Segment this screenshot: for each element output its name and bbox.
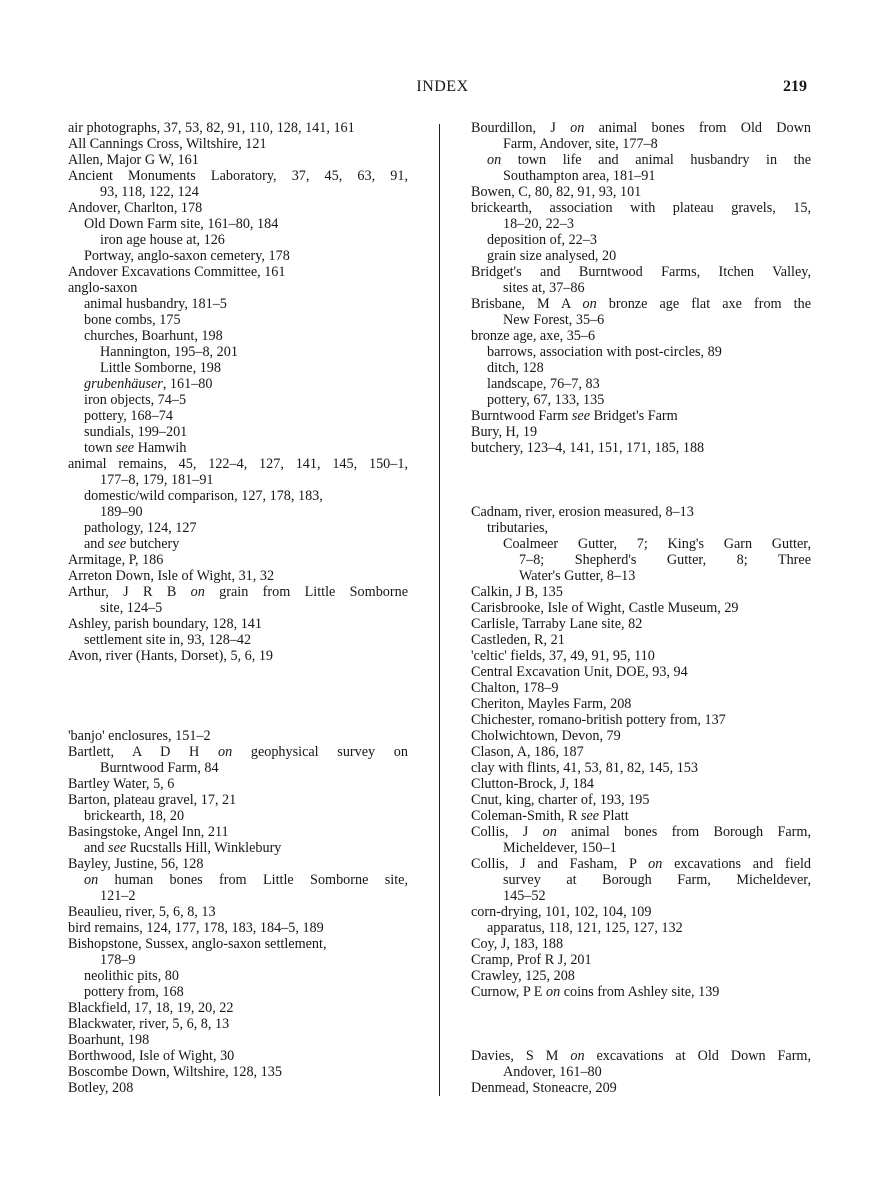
index-text: on (542, 824, 557, 840)
index-subentry (68, 216, 408, 232)
index-subentry (471, 136, 811, 152)
index-entry (471, 744, 811, 760)
index-subentry (471, 920, 811, 936)
index-text: on (84, 872, 99, 888)
index-subentry (471, 344, 811, 360)
index-text: Micheldever, 150–1 (503, 840, 617, 856)
index-text: Borthwood, Isle of Wight, 30 (68, 1048, 235, 1064)
index-subentry (471, 216, 811, 232)
index-text: Central Excavation Unit, DOE, 93, 94 (471, 664, 688, 680)
index-entry (471, 424, 811, 440)
index-text: clay with flints, 41, 53, 81, 82, 145, 153 (471, 760, 698, 776)
index-text: Rucstalls Hill, Winklebury (126, 840, 282, 856)
index-text: Andover, 161–80 (503, 1064, 602, 1080)
index-entry (471, 584, 811, 600)
index-subentry (471, 248, 811, 264)
index-text: Boarhunt, 198 (68, 1032, 150, 1048)
index-text: Burntwood Farm (471, 408, 572, 424)
column-divider (439, 124, 440, 1096)
index-text: Andover Excavations Committee, 161 (68, 264, 286, 280)
index-text: Carisbrooke, Isle of Wight, Castle Museum, 29 (471, 600, 739, 616)
index-entry (68, 792, 408, 808)
index-text: apparatus, 118, 121, 125, 127, 132 (487, 920, 683, 936)
index-text: excavations and field (662, 856, 811, 872)
index-text: Collis, J and Fasham, P (471, 856, 649, 872)
index-entry (68, 728, 408, 744)
index-text: Ancient Monuments Laboratory, 37, 45, 63, 91, (68, 168, 408, 184)
index-text: 7–8; Shepherd's Gutter, 8; Three (519, 552, 811, 568)
index-text: anglo-saxon (68, 280, 138, 296)
index-entry (68, 552, 408, 568)
index-text: iron age house at, 126 (100, 232, 225, 248)
index-text: Ashley, parish boundary, 128, 141 (68, 616, 262, 632)
index-entry (68, 152, 408, 168)
index-subentry (68, 392, 408, 408)
index-text: Portway, anglo-saxon cemetery, 178 (84, 248, 290, 264)
index-text: Burntwood Farm, 84 (100, 760, 219, 776)
index-subentry (68, 536, 408, 552)
index-text: coins from Ashley site, 139 (560, 984, 720, 1000)
running-header-title: INDEX (416, 78, 469, 95)
index-entry (471, 664, 811, 680)
index-text: animal bones from Borough Farm, (556, 824, 811, 840)
index-text: 189–90 (100, 504, 143, 520)
index-text: see (580, 808, 600, 824)
index-text: Bridget's Farm (590, 408, 678, 424)
index-entry (68, 936, 408, 952)
index-entry (68, 568, 408, 584)
index-entry (471, 1048, 811, 1064)
index-entry (68, 280, 408, 296)
index-entry (471, 968, 811, 984)
index-text: Clason, A, 186, 187 (471, 744, 584, 760)
index-text: Bartlett, A D H (68, 744, 218, 760)
index-text: Old Down Farm site, 161–80, 184 (84, 216, 279, 232)
index-text: tributaries, (487, 520, 549, 536)
index-blank-line (68, 664, 408, 680)
index-entry (68, 744, 408, 760)
index-blank-line (68, 680, 408, 696)
index-entry (68, 456, 408, 472)
index-blank-line (471, 1032, 811, 1048)
index-text: Crawley, 125, 208 (471, 968, 575, 984)
index-entry (471, 616, 811, 632)
index-entry (471, 728, 811, 744)
index-text: ditch, 128 (487, 360, 544, 376)
index-blank-line (471, 1000, 811, 1016)
index-text: Castleden, R, 21 (471, 632, 565, 648)
index-text: see (115, 440, 135, 456)
index-entry (68, 136, 408, 152)
index-text: Cholwichtown, Devon, 79 (471, 728, 621, 744)
index-text: Cnut, king, charter of, 193, 195 (471, 792, 650, 808)
index-subentry (68, 632, 408, 648)
index-text: grubenhäuser (84, 376, 163, 392)
index-subentry (68, 600, 408, 616)
index-text: on (570, 1048, 585, 1064)
index-subentry (471, 552, 811, 568)
index-entry (68, 1064, 408, 1080)
index-subentry (471, 568, 811, 584)
index-text: see (108, 840, 127, 856)
index-text: Chalton, 178–9 (471, 680, 559, 696)
index-text: on (582, 296, 597, 312)
index-text: Avon, river (Hants, Dorset), 5, 6, 19 (68, 648, 274, 664)
index-entry (68, 776, 408, 792)
index-subentry (471, 360, 811, 376)
index-entry (68, 200, 408, 216)
index-entry (68, 856, 408, 872)
index-text: 145–52 (503, 888, 546, 904)
index-subentry (471, 280, 811, 296)
index-text: on (487, 152, 502, 168)
index-text: bird remains, 124, 177, 178, 183, 184–5, 189 (68, 920, 324, 936)
index-text: iron objects, 74–5 (84, 392, 187, 408)
index-subentry (68, 872, 408, 888)
index-text: survey at Borough Farm, Micheldever, (503, 872, 811, 888)
index-text: butchery (126, 536, 180, 552)
index-blank-line (68, 712, 408, 728)
index-text: Brisbane, M A (471, 296, 583, 312)
index-entry (471, 120, 811, 136)
index-text: Denmead, Stoneacre, 209 (471, 1080, 617, 1096)
index-entry (68, 904, 408, 920)
index-text: 'celtic' fields, 37, 49, 91, 95, 110 (471, 648, 655, 664)
index-subentry (68, 312, 408, 328)
index-text: sites at, 37–86 (503, 280, 585, 296)
index-text: Collis, J (471, 824, 543, 840)
index-text: Little Somborne, 198 (100, 360, 221, 376)
index-text: , 161–80 (162, 376, 213, 392)
index-entry (68, 584, 408, 600)
index-text: grain size analysed, 20 (487, 248, 617, 264)
index-entry (68, 1032, 408, 1048)
index-entry (471, 680, 811, 696)
index-text: see (108, 536, 127, 552)
index-text: Carlisle, Tarraby Lane site, 82 (471, 616, 643, 632)
index-subentry (471, 872, 811, 888)
index-text: Cheriton, Mayles Farm, 208 (471, 696, 632, 712)
index-text: churches, Boarhunt, 198 (84, 328, 223, 344)
index-text: Hamwih (134, 440, 187, 456)
index-text: grain from Little Somborne (204, 584, 408, 600)
index-entry (68, 648, 408, 664)
index-subentry (68, 504, 408, 520)
index-text: settlement site in, 93, 128–42 (84, 632, 252, 648)
index-text: deposition of, 22–3 (487, 232, 597, 248)
index-blank-line (68, 696, 408, 712)
index-text: human bones from Little Somborne site, (98, 872, 408, 888)
index-text: Beaulieu, river, 5, 6, 8, 13 (68, 904, 216, 920)
index-subentry (471, 168, 811, 184)
index-text: Coalmeer Gutter, 7; King's Garn Gutter, (503, 536, 811, 552)
index-subentry (471, 376, 811, 392)
index-text: Boscombe Down, Wiltshire, 128, 135 (68, 1064, 282, 1080)
index-subentry (68, 184, 408, 200)
index-text: geophysical survey on (232, 744, 408, 760)
index-text: Bridget's and Burntwood Farms, Itchen Valley, (471, 264, 811, 280)
index-text: Blackfield, 17, 18, 19, 20, 22 (68, 1000, 234, 1016)
index-entry (471, 856, 811, 872)
index-entry (471, 1080, 811, 1096)
index-text: site, 124–5 (100, 600, 163, 616)
index-subentry (68, 440, 408, 456)
index-text: Arreton Down, Isle of Wight, 31, 32 (68, 568, 275, 584)
index-entry (471, 936, 811, 952)
index-entry (471, 952, 811, 968)
index-subentry (68, 760, 408, 776)
index-entry (68, 824, 408, 840)
index-text: Bayley, Justine, 56, 128 (68, 856, 204, 872)
index-column-left (68, 120, 408, 1096)
index-text: pathology, 124, 127 (84, 520, 197, 536)
index-text: Bury, H, 19 (471, 424, 538, 440)
index-text: on (570, 120, 585, 136)
index-text: landscape, 76–7, 83 (487, 376, 600, 392)
index-text: Andover, Charlton, 178 (68, 200, 203, 216)
index-subentry (68, 360, 408, 376)
index-blank-line (471, 1016, 811, 1032)
index-subentry (68, 968, 408, 984)
index-text: excavations at Old Down Farm, (584, 1048, 811, 1064)
index-entry (471, 984, 811, 1000)
index-entry (471, 648, 811, 664)
index-entry (471, 296, 811, 312)
index-text: Farm, Andover, site, 177–8 (503, 136, 658, 152)
index-text: pottery, 168–74 (84, 408, 173, 424)
index-text: Platt (599, 808, 629, 824)
index-text: pottery from, 168 (84, 984, 184, 1000)
index-blank-line (471, 488, 811, 504)
page-number: 219 (783, 78, 807, 95)
index-entry (471, 600, 811, 616)
index-text: Bowen, C, 80, 82, 91, 93, 101 (471, 184, 642, 200)
index-text: 177–8, 179, 181–91 (100, 472, 214, 488)
index-text: on (190, 584, 205, 600)
index-text: Cramp, Prof R J, 201 (471, 952, 592, 968)
index-text: and (84, 536, 109, 552)
index-text: Hannington, 195–8, 201 (100, 344, 238, 360)
index-text: Allen, Major G W, 161 (68, 152, 199, 168)
index-blank-line (471, 456, 811, 472)
index-blank-line (471, 472, 811, 488)
index-subentry (68, 296, 408, 312)
index-subentry (68, 888, 408, 904)
index-entry (471, 184, 811, 200)
index-entry (68, 1080, 408, 1096)
index-subentry (68, 520, 408, 536)
index-subentry (471, 152, 811, 168)
index-entry (68, 264, 408, 280)
index-subentry (471, 520, 811, 536)
index-text: brickearth, association with plateau gravels, 15, (471, 200, 811, 216)
index-subentry (68, 488, 408, 504)
index-text: butchery, 123–4, 141, 151, 171, 185, 188 (471, 440, 705, 456)
index-subentry (68, 808, 408, 824)
index-entry (68, 120, 408, 136)
index-entry (68, 1048, 408, 1064)
index-subentry (471, 232, 811, 248)
index-subentry (68, 472, 408, 488)
index-entry (471, 904, 811, 920)
index-text: Clutton-Brock, J, 184 (471, 776, 594, 792)
index-text: 121–2 (100, 888, 136, 904)
index-subentry (471, 312, 811, 328)
index-text: air photographs, 37, 53, 82, 91, 110, 128, 141, 161 (68, 120, 355, 136)
index-text: sundials, 199–201 (84, 424, 188, 440)
index-entry (68, 1000, 408, 1016)
index-subentry (68, 424, 408, 440)
index-text: barrows, association with post-circles, 89 (487, 344, 722, 360)
index-subentry (68, 408, 408, 424)
index-text: pottery, 67, 133, 135 (487, 392, 605, 408)
index-entry (471, 328, 811, 344)
index-text: domestic/wild comparison, 127, 178, 183, (84, 488, 323, 504)
index-subentry (68, 376, 408, 392)
index-text: neolithic pits, 80 (84, 968, 179, 984)
index-entry (471, 408, 811, 424)
index-entry (471, 792, 811, 808)
index-entry (471, 824, 811, 840)
index-text: 93, 118, 122, 124 (100, 184, 199, 200)
index-text: All Cannings Cross, Wiltshire, 121 (68, 136, 267, 152)
index-entry (68, 168, 408, 184)
index-text: bronze age, axe, 35–6 (471, 328, 596, 344)
index-subentry (68, 232, 408, 248)
index-entry (68, 920, 408, 936)
index-text: Calkin, J B, 135 (471, 584, 563, 600)
index-text: Bishopstone, Sussex, anglo-saxon settlement, (68, 936, 327, 952)
index-entry (471, 200, 811, 216)
index-subentry (471, 392, 811, 408)
index-text: town life and animal husbandry in the (501, 152, 811, 168)
index-text: Curnow, P E (471, 984, 547, 1000)
index-text: and (84, 840, 109, 856)
index-text: Water's Gutter, 8–13 (519, 568, 636, 584)
index-text: on (217, 744, 233, 760)
index-entry (471, 760, 811, 776)
index-entry (68, 1016, 408, 1032)
index-text: Blackwater, river, 5, 6, 8, 13 (68, 1016, 230, 1032)
index-text: Botley, 208 (68, 1080, 134, 1096)
index-text: animal bones from Old Down (584, 120, 811, 136)
index-text: Southampton area, 181–91 (503, 168, 656, 184)
index-text: Bourdillon, J (471, 120, 571, 136)
index-text: animal remains, 45, 122–4, 127, 141, 145, 150–1, (68, 456, 408, 472)
index-entry (471, 264, 811, 280)
index-text: 18–20, 22–3 (503, 216, 574, 232)
index-entry (471, 696, 811, 712)
index-text: Arthur, J R B (68, 584, 191, 600)
index-subentry (471, 888, 811, 904)
index-subentry (68, 984, 408, 1000)
index-text: brickearth, 18, 20 (84, 808, 185, 824)
index-text: 178–9 (100, 952, 136, 968)
index-entry (471, 776, 811, 792)
index-text: Chichester, romano-british pottery from, 137 (471, 712, 726, 728)
index-text: corn-drying, 101, 102, 104, 109 (471, 904, 652, 920)
index-subentry (471, 840, 811, 856)
index-subentry (68, 344, 408, 360)
index-text: see (571, 408, 591, 424)
index-subentry (68, 248, 408, 264)
index-text: 'banjo' enclosures, 151–2 (68, 728, 211, 744)
index-subentry (68, 328, 408, 344)
index-text: on (546, 984, 561, 1000)
index-text: town (84, 440, 116, 456)
index-subentry (471, 536, 811, 552)
index-entry (471, 504, 811, 520)
index-text: bronze age flat axe from the (596, 296, 811, 312)
index-text: animal husbandry, 181–5 (84, 296, 227, 312)
index-entry (471, 712, 811, 728)
index-text: Armitage, P, 186 (68, 552, 164, 568)
index-entry (471, 632, 811, 648)
index-text: bone combs, 175 (84, 312, 181, 328)
index-entry (471, 808, 811, 824)
index-entry (471, 440, 811, 456)
index-text: Coy, J, 183, 188 (471, 936, 564, 952)
index-entry (68, 616, 408, 632)
index-column-right (471, 120, 811, 1096)
index-text: New Forest, 35–6 (503, 312, 605, 328)
index-text: Cadnam, river, erosion measured, 8–13 (471, 504, 694, 520)
index-text: Barton, plateau gravel, 17, 21 (68, 792, 237, 808)
index-subentry (471, 1064, 811, 1080)
index-subentry (68, 840, 408, 856)
index-text: Coleman-Smith, R (471, 808, 581, 824)
index-text: on (648, 856, 663, 872)
index-text: Davies, S M (471, 1048, 571, 1064)
index-text: Bartley Water, 5, 6 (68, 776, 175, 792)
index-text: Basingstoke, Angel Inn, 211 (68, 824, 229, 840)
index-subentry (68, 952, 408, 968)
